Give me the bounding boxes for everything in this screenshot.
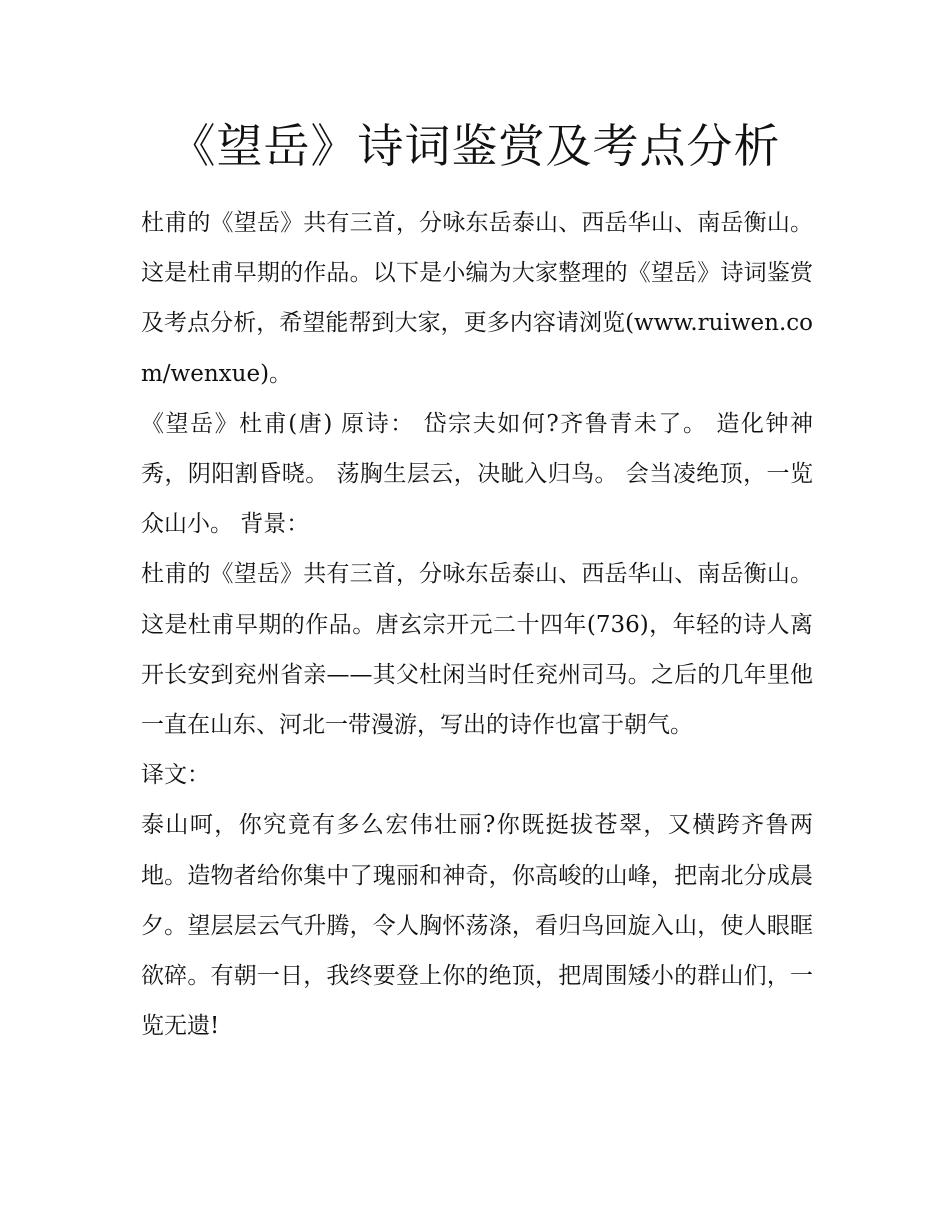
background-paragraph: 杜甫的《望岳》共有三首，分咏东岳泰山、西岳华山、南岳衡山。这是杜甫早期的作品。唐玄宗开元二十四年(736)，年轻的诗人离开长安到兖州省亲——其父杜闲当时任兖州司马。之后的几年里他一直在山东、河北一带漫游，写出的诗作也富于朝气。 — [141, 561, 813, 739]
poem-paragraph: 《望岳》杜甫(唐) 原诗： 岱宗夫如何?齐鲁青未了。 造化钟神秀，阴阳割昏晓。 荡胸生层云，决眦入归鸟。 会当凌绝顶，一览众山小。 背景： — [141, 410, 813, 538]
translation-heading: 译文： — [141, 762, 210, 789]
document-title: 《望岳》诗词鉴赏及考点分析 — [169, 119, 781, 173]
translation-paragraph: 泰山呵，你究竟有多么宏伟壮丽?你既挺拔苍翠，又横跨齐鲁两地。造物者给你集中了瑰丽和神奇，你高峻的山峰，把南北分成晨夕。望层层云气升腾，令人胸怀荡涤，看归鸟回旋入山，使人眼眶欲碎。有朝一日，我终要登上你的绝顶，把周围矮小的群山们，一览无遗! — [141, 812, 813, 1040]
intro-paragraph: 杜甫的《望岳》共有三首，分咏东岳泰山、西岳华山、南岳衡山。这是杜甫早期的作品。以下是小编为大家整理的《望岳》诗词鉴赏及考点分析，希望能帮到大家，更多内容请浏览(www.ruiwen.com/wenxue)。 — [141, 210, 813, 387]
document-body — [141, 198, 813, 1051]
